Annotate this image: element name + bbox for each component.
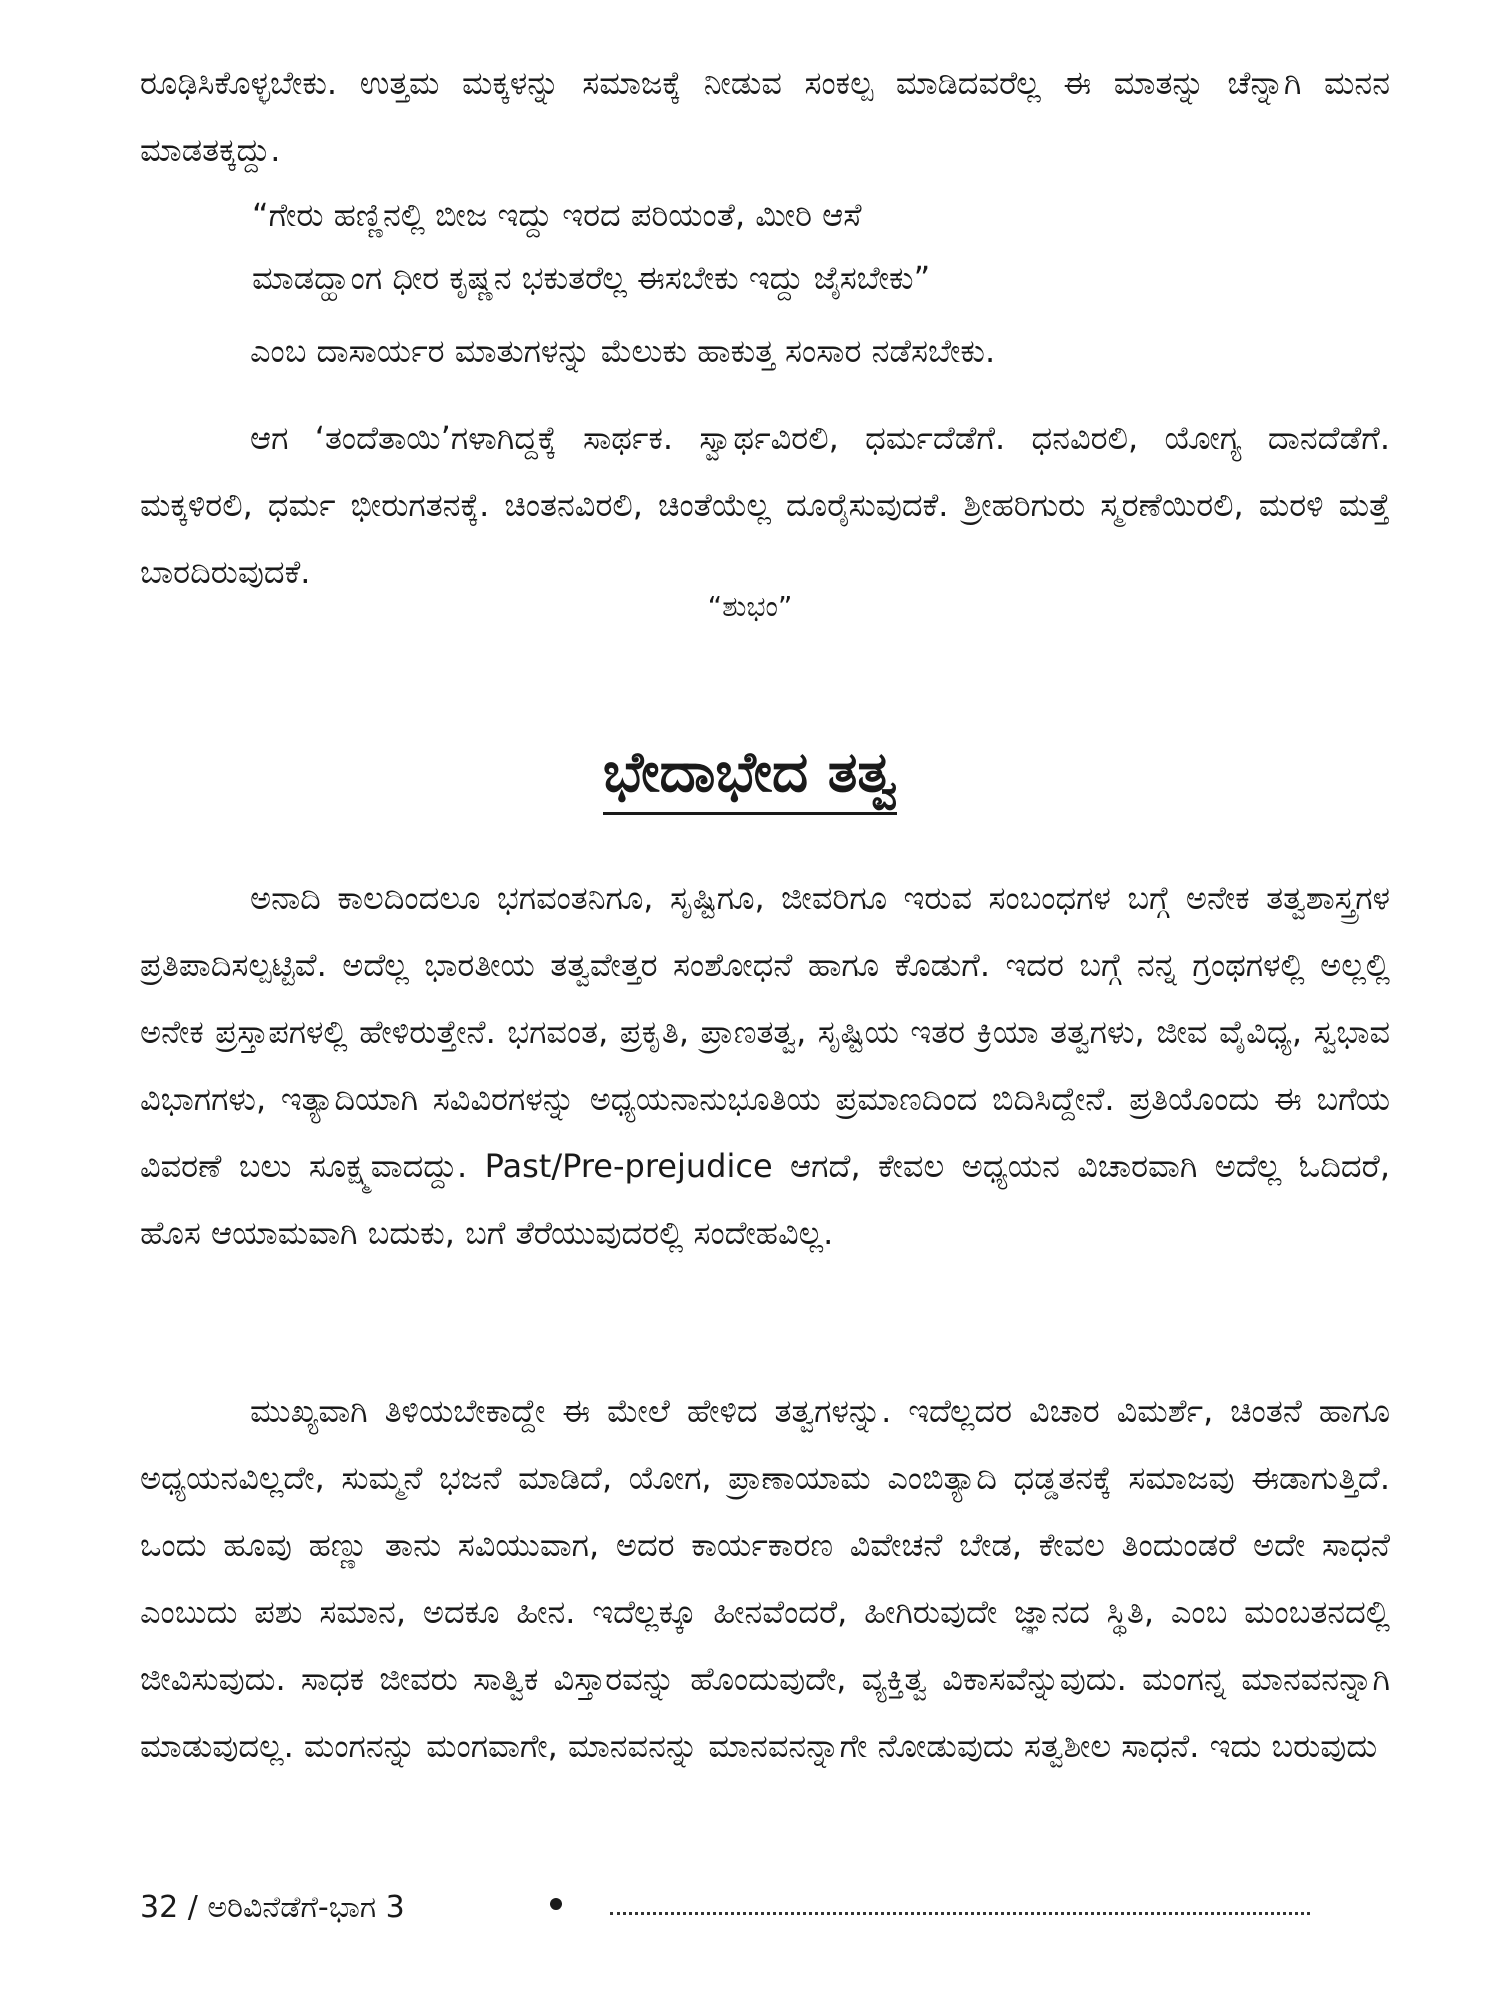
page-footer: [140, 1890, 1310, 1930]
dotted-leader: [610, 1912, 1310, 1915]
verse-quote: [252, 184, 1352, 310]
paragraph-section-2: ಮುಖ್ಯವಾಗಿ ತಿಳಿಯಬೇಕಾದ್ದೇ ಈ ಮೇಲೆ ಹೇಳಿದ ತತ್ವಗಳನ್ನು. ಇದೆಲ್ಲದರ ವಿಚಾರ ವಿಮರ್ಶೆ, ಚಿಂತನೆ ಹಾಗೂ ಅಧ್ಯಯನವಿಲ್ಲದೇ, ಸುಮ್ಮನೆ ಭಜನೆ ಮಾಡಿದೆ, ಯೋಗ, ಪ್ರಾಣಾಯಾಮ ಎಂಬಿತ್ಯಾದಿ ಧಡ್ಡತನಕ್ಕೆ ಸಮಾಜವು ಈಡಾಗುತ್ತಿದೆ. ಒಂದು ಹೂವು ಹಣ್ಣು ತಾನು ಸವಿಯುವಾಗ, ಅದರ ಕಾರ್ಯಕಾರಣ ವಿವೇಚನೆ ಬೇಡ, ಕೇವಲ ತಿಂದುಂಡರೆ ಅದೇ ಸಾಧನೆ ಎಂಬುದು ಪಶು ಸಮಾನ, ಅದಕೂ ಹೀನ. ಇದೆಲ್ಲಕ್ಕೂ ಹೀನವೆಂದರೆ, ಹೀಗಿರುವುದೇ ಜ್ಞಾನದ ಸ್ಥಿತಿ, ಎಂಬ ಮಂಬತನದಲ್ಲಿ ಜೀವಿಸುವುದು. ಸಾಧಕ ಜೀವರು ಸಾತ್ವಿಕ ವಿಸ್ತಾರವನ್ನು ಹೊಂದುವುದೇ, ವ್ಯಕ್ತಿತ್ವ ವಿಕಾಸವೆನ್ನುವುದು. ಮಂಗನ್ನ ಮಾನವನನ್ನಾಗಿ ಮಾಡುವುದಲ್ಲ. ಮಂಗನನ್ನು ಮಂಗವಾಗೇ, ಮಾನವನನ್ನು ಮಾನವನನ್ನಾಗೇ ನೋಡುವುದು ಸತ್ವಶೀಲ ಸಾಧನೆ. ಇದು ಬರುವುದು: [140, 1392, 1390, 1765]
closing-benediction: “ಶುಭಂ”: [707, 590, 793, 623]
verse-line: ಮಾಡದ್ಹಾಂಗ ಧೀರ ಕೃಷ್ಣನ ಭಕುತರೆಲ್ಲ ಈಸಬೇಕು ಇದ್ದು ಜೈಸಬೇಕು”: [252, 259, 931, 297]
paragraph-conclusion: ಆಗ ‘ತಂದೆತಾಯಿ’ಗಳಾಗಿದ್ದಕ್ಕೆ ಸಾರ್ಥಕ. ಸ್ವಾರ್ಥವಿರಲಿ, ಧರ್ಮದೆಡೆಗೆ. ಧನವಿರಲಿ, ಯೋಗ್ಯ ದಾನದೆಡೆಗೆ. ಮಕ್ಕಳಿರಲಿ, ಧರ್ಮ ಭೀರುಗತನಕ್ಕೆ. ಚಿಂತನವಿರಲಿ, ಚಿಂತೆಯೆಲ್ಲ ದೂರೈಸುವುದಕೆ. ಶ್ರೀಹರಿಗುರು ಸ್ಮರಣೆಯಿರಲಿ, ಮರಳಿ ಮತ್ತೆ ಬಾರದಿರುವುದಕೆ.: [140, 419, 1390, 591]
paragraph-opening: ರೂಢಿಸಿಕೊಳ್ಳಬೇಕು. ಉತ್ತಮ ಮಕ್ಕಳನ್ನು ಸಮಾಜಕ್ಕೆ ನೀಡುವ ಸಂಕಲ್ಪ ಮಾಡಿದವರೆಲ್ಲ ಈ ಮಾತನ್ನು ಚೆನ್ನಾಗಿ ಮನನ ಮಾಡತಕ್ಕದ್ದು.: [140, 64, 1390, 169]
paragraph-section-1: ಅನಾದಿ ಕಾಲದಿಂದಲೂ ಭಗವಂತನಿಗೂ, ಸೃಷ್ಟಿಗೂ, ಜೀವರಿಗೂ ಇರುವ ಸಂಬಂಧಗಳ ಬಗ್ಗೆ ಅನೇಕ ತತ್ವಶಾಸ್ತ್ರಗಳ ಪ್ರತಿಪಾದಿಸಲ್ಪಟ್ಟಿವೆ. ಅದೆಲ್ಲ ಭಾರತೀಯ ತತ್ವವೇತ್ತರ ಸಂಶೋಧನೆ ಹಾಗೂ ಕೊಡುಗೆ. ಇದರ ಬಗ್ಗೆ ನನ್ನ ಗ್ರಂಥಗಳಲ್ಲಿ ಅಲ್ಲಲ್ಲಿ ಅನೇಕ ಪ್ರಸ್ತಾಪಗಳಲ್ಲಿ ಹೇಳಿರುತ್ತೇನೆ. ಭಗವಂತ, ಪ್ರಕೃತಿ, ಪ್ರಾಣತತ್ವ, ಸೃಷ್ಟಿಯ ಇತರ ಕ್ರಿಯಾ ತತ್ವಗಳು, ಜೀವ ವೈವಿಧ್ಯ, ಸ್ವಭಾವ ವಿಭಾಗಗಳು, ಇತ್ಯಾದಿಯಾಗಿ ಸವಿವಿರಗಳನ್ನು ಅಧ್ಯಯನಾನುಭೂತಿಯ ಪ್ರಮಾಣದಿಂದ ಬಿದಿಸಿದ್ದೇನೆ. ಪ್ರತಿಯೊಂದು ಈ ಬಗೆಯ ವಿವರಣೆ ಬಲು ಸೂಕ್ಷ್ಮವಾದದ್ದು. Past/Pre-prejudice ಆಗದೆ, ಕೇವಲ ಅಧ್ಯಯನ ವಿಚಾರವಾಗಿ ಅದೆಲ್ಲ ಓದಿದರೆ, ಹೊಸ ಆಯಾಮವಾಗಿ ಬದುಕು, ಬಗೆ ತೆರೆಯುವುದರಲ್ಲಿ ಸಂದೇಹವಿಲ್ಲ.: [140, 879, 1390, 1252]
page-number-label: 32 / ಅರಿವಿನೆಡೆಗೆ-ಭಾಗ 3: [140, 1890, 405, 1925]
section-title-text: ಭೇದಾಭೇದ ತತ್ವ: [603, 740, 897, 815]
paragraph-verse-followup: ಎಂಬ ದಾಸಾರ್ಯರ ಮಾತುಗಳನ್ನು ಮೆಲುಕು ಹಾಕುತ್ತ ಸಂಸಾರ ನಡೆಸಬೇಕು.: [250, 332, 996, 370]
bullet-icon: [550, 1898, 562, 1910]
section-title: [0, 740, 1500, 815]
verse-line: “ಗೇರು ಹಣ್ಣಿನಲ್ಲಿ ಬೀಜ ಇದ್ದು ಇರದ ಪರಿಯಂತೆ, ಮೀರಿ ಆಸೆ: [252, 196, 862, 234]
